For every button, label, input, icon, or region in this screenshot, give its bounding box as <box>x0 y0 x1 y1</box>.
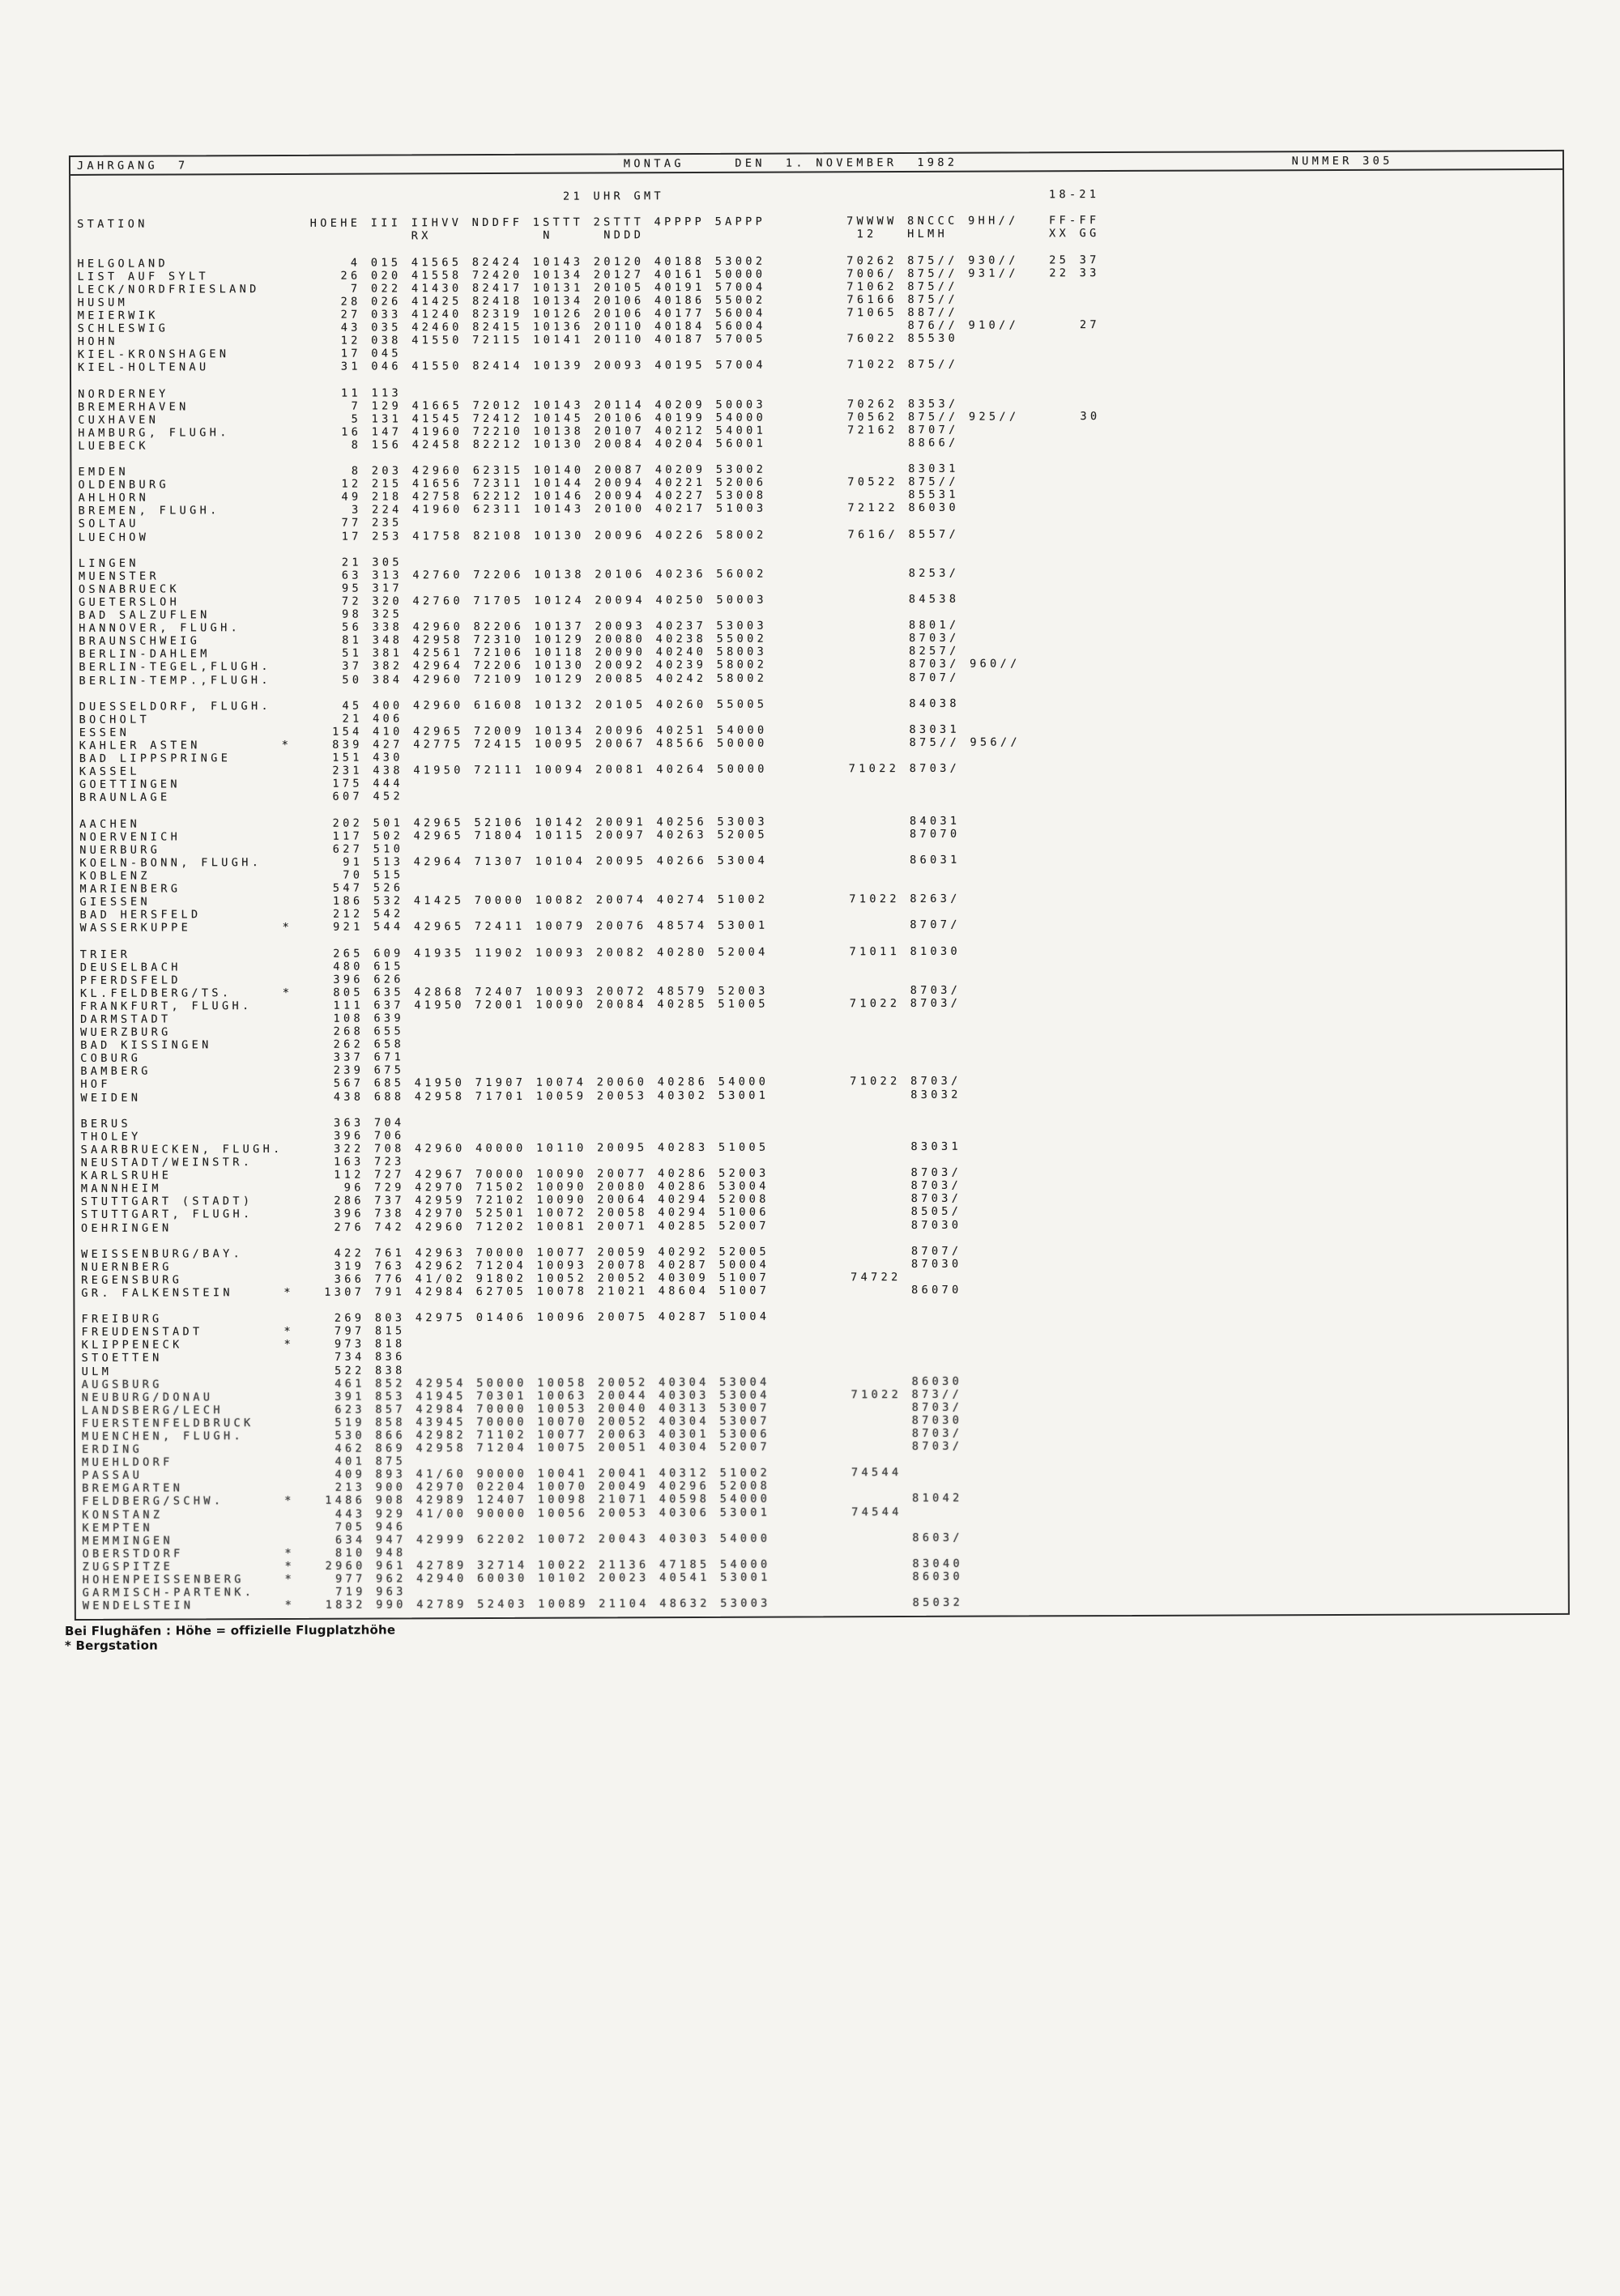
table-line: OEHRINGEN 276 742 42960 71202 10081 20071 40285 52007 87030 <box>81 1218 972 1235</box>
table-line: BREMERHAVEN 7 129 41665 72012 10143 20114 40209 50003 70262 8353/ <box>78 397 969 414</box>
table-line: KARLSRUHE 112 727 42967 70000 10090 20077 40286 52003 8703/ <box>80 1165 972 1183</box>
table-line: AACHEN 202 501 42965 52106 10142 20091 40256 53003 84031 <box>79 814 970 831</box>
table-line: MEMMINGEN 634 947 42999 62202 10072 20043 40303 54000 8603/ <box>82 1531 974 1548</box>
table-line: KAHLER ASTEN * 839 427 42775 72415 10095 20067 48566 50000 875// 956// <box>79 735 1021 752</box>
table-line: SAARBRUECKEN, FLUGH. 322 708 42960 40000 10110 20095 40283 51005 83031 <box>80 1139 972 1157</box>
table-line: MUENCHEN, FLUGH. 530 866 42982 71102 10077 20063 40301 53006 8703/ <box>81 1426 973 1443</box>
table-line: REGENSBURG 366 776 41/02 91802 10052 20052 40309 51007 74722 <box>81 1270 973 1287</box>
table-line: BAD SALZUFLEN 98 325 <box>79 607 403 623</box>
table-line: WUERZBURG 268 655 <box>80 1024 405 1040</box>
table-line: FRANKFURT, FLUGH. 111 637 41950 72001 10090 20084 40285 51005 71022 8703/ <box>79 996 971 1013</box>
table-line: AHLHORN 49 218 42758 62212 10146 20094 40227 53008 85531 <box>78 488 970 505</box>
table-line: BRAUNSCHWEIG 81 348 42958 72310 10129 20080 40238 55002 8703/ <box>79 631 970 649</box>
table-line: COBURG 337 671 <box>80 1050 405 1066</box>
table-line: KIEL-KRONSHAGEN 17 045 <box>77 347 402 362</box>
table-line: WEISSENBURG/BAY. 422 761 42963 70000 10077 20059 40292 52005 8707/ <box>81 1244 972 1261</box>
table-line: STUTTGART (STADT) 286 737 42959 72102 10090 20064 40294 52008 8703/ <box>80 1192 972 1209</box>
table-line: KLIPPENECK * 973 818 <box>81 1337 406 1352</box>
table-line: WEIDEN 438 688 42958 71701 10059 20053 40302 53001 83032 <box>80 1088 972 1105</box>
table-line: WENDELSTEIN * 1832 990 42789 52403 10089 21104 48632 53003 85032 <box>82 1595 974 1613</box>
table-line: OSNABRUECK 95 317 <box>78 581 403 596</box>
table-line: ULM 522 838 <box>81 1363 406 1378</box>
table-line: BERLIN-TEGEL,FLUGH. 37 382 42964 72206 10130 20092 40239 58002 8703/ 960// <box>79 657 1021 675</box>
table-line: GR. FALKENSTEIN * 1307 791 42984 62705 10078 21021 48604 51007 86070 <box>81 1283 973 1300</box>
table-line: FELDBERG/SCHW. * 1486 908 42989 12407 10098 21071 40598 54000 81042 <box>82 1492 974 1509</box>
table-line: ESSEN 154 410 42965 72009 10134 20096 40251 54000 83031 <box>79 722 970 739</box>
table-line: NUERNBERG 319 763 42962 71204 10093 20078 40287 50004 87030 <box>81 1257 973 1274</box>
table-line: AUGSBURG 461 852 42954 50000 10058 20052 40304 53004 86030 <box>81 1374 973 1391</box>
table-line: TRIER 265 609 41935 11902 10093 20082 40280 52004 71011 81030 <box>79 944 971 961</box>
table-line: MARIENBERG 547 526 <box>79 881 404 896</box>
table-line: DUESSELDORF, FLUGH. 45 400 42960 61608 10132 20105 40260 55005 84038 <box>79 696 970 714</box>
table-line: STATION HOEHE III IIHVV NDDFF 1STTT 2STTT 4PPPP 5APPP 7WWWW 8NCCC 9HH// FF-FF <box>77 214 1100 232</box>
bulletin-table-box <box>69 150 1570 1621</box>
footnote-airport-heights: Bei Flughäfen : Höhe = offizielle Flugplatzhöhe <box>64 1622 396 1639</box>
table-line: KASSEL 231 438 41950 72111 10094 20081 40264 50000 71022 8703/ <box>79 761 970 779</box>
table-line: MUENSTER 63 313 42760 72206 10138 20106 40236 56002 8253/ <box>78 566 970 583</box>
table-line: PASSAU 409 893 41/60 90000 10041 20041 40312 51002 74544 <box>82 1465 974 1483</box>
table-line: HELGOLAND 4 015 41565 82424 10143 20120 40188 53002 70262 875// 930// 25 37 <box>77 253 1100 270</box>
table-line: DEUSELBACH 480 615 <box>79 960 404 974</box>
table-line: MANNHEIM 96 729 42970 71502 10090 20080 40286 53004 8703/ <box>80 1178 972 1196</box>
table-line: BAD LIPPSPRINGE 151 430 <box>79 751 403 766</box>
table-line: FUERSTENFELDBRUCK 519 858 43945 70000 10070 20052 40304 53007 87030 <box>81 1413 973 1430</box>
table-line: NUERBURG 627 510 <box>79 842 404 857</box>
table-line: GOETTINGEN 175 444 <box>79 777 403 792</box>
table-line: BREMGARTEN 213 900 42970 02204 10070 20049 40296 52008 <box>82 1480 771 1496</box>
table-line: FREUDENSTADT * 797 815 <box>81 1324 406 1340</box>
table-line: PFERDSFELD 396 626 <box>79 973 404 987</box>
table-line: NEUBURG/DONAU 391 853 41945 70301 10063 20044 40303 53004 71022 873// <box>81 1387 973 1404</box>
table-line: BAD HERSFELD 212 542 <box>79 907 404 922</box>
station-table-lines <box>70 170 1568 1619</box>
table-line: BOCHOLT 21 406 <box>79 712 403 726</box>
table-line: ZUGSPITZE * 2960 961 42789 32714 10022 21136 47185 54000 83040 <box>82 1557 974 1574</box>
footnote-bergstation: * Bergstation <box>64 1638 158 1654</box>
table-line: 21 UHR GMT 18-21 <box>77 188 1100 206</box>
table-line: BERUS 363 704 <box>80 1116 405 1131</box>
table-line: HAMBURG, FLUGH. 16 147 41960 72210 10138 20107 40212 54001 72162 8707/ <box>78 423 970 440</box>
table-line: DARMSTADT 108 639 <box>80 1012 405 1026</box>
table-line: KONSTANZ 443 929 41/00 90000 10056 20053 40306 53001 74544 <box>82 1505 974 1522</box>
table-line: HANNOVER, FLUGH. 56 338 42960 82206 10137 20093 40237 53003 8801/ <box>79 618 970 636</box>
table-line: HUSUM 28 026 41425 82418 10134 20106 40186 55002 76166 875// <box>77 292 969 309</box>
table-line: HOHENPEISSENBERG * 977 962 42940 60030 10102 20023 40541 53001 86030 <box>82 1570 974 1587</box>
table-line: MUEHLDORF 401 875 <box>82 1455 407 1470</box>
table-line: RX N NDDD 12 HLMH XX GG <box>77 227 1100 245</box>
table-line: LIST AUF SYLT 26 020 41558 72420 10134 20127 40161 50000 7006/ 875// 931// 22 33 <box>77 266 1100 283</box>
table-line: BERLIN-TEMP.,FLUGH. 50 384 42960 72109 10129 20085 40242 58002 8707/ <box>79 671 970 688</box>
table-line: BAD KISSINGEN 262 658 <box>80 1037 405 1053</box>
table-line: KIEL-HOLTENAU 31 046 41550 82414 10139 20093 40195 57004 71022 875// <box>77 358 969 375</box>
table-line: LUECHOW 17 253 41758 82108 10130 20096 40226 58002 7616/ 8557/ <box>78 527 970 544</box>
table-line: LANDSBERG/LECH 623 857 42984 70000 10053 20040 40313 53007 8703/ <box>81 1400 973 1417</box>
table-line: MEIERWIK 27 033 41240 82319 10126 20106 40177 56004 71065 887// <box>77 305 969 322</box>
table-line: KL.FELDBERG/TS. * 805 635 42868 72407 10093 20072 48579 52003 8703/ <box>79 983 971 1000</box>
footnotes <box>65 1622 395 1653</box>
table-line: STOETTEN 734 836 <box>81 1350 406 1365</box>
table-line: SCHLESWIG 43 035 42460 82415 10136 20110 40184 56004 876// 910// 27 <box>77 318 1101 335</box>
table-line: KOELN-BONN, FLUGH. 91 513 42964 71307 10104 20095 40266 53004 86031 <box>79 853 971 870</box>
table-line: CUXHAVEN 5 131 41545 72412 10145 20106 40199 54000 70562 875// 925// 30 <box>78 409 1101 427</box>
table-line: KEMPTEN 705 946 <box>82 1520 407 1535</box>
table-line: BERLIN-DAHLEM 51 381 42561 72106 10118 20090 40240 58003 8257/ <box>79 645 970 662</box>
table-line: LUEBECK 8 156 42458 82212 10130 20084 40204 56001 8866/ <box>78 436 970 453</box>
table-line: HOHN 12 038 41550 72115 10141 20110 40187 57005 76022 85530 <box>77 331 969 349</box>
table-line: BAMBERG 239 675 <box>80 1063 405 1079</box>
table-line: LINGEN 21 305 <box>78 556 403 570</box>
table-line: GARMISCH-PARTENK. 719 963 <box>82 1585 407 1600</box>
table-line: LECK/NORDFRIESLAND 7 022 41430 82417 10131 20105 40191 57004 71062 875// <box>77 279 969 296</box>
table-line: BREMEN, FLUGH. 3 224 41960 62311 10143 20100 40217 51003 72122 86030 <box>78 501 970 518</box>
table-line: STUTTGART, FLUGH. 396 738 42970 52501 10072 20058 40294 51006 8505/ <box>80 1205 972 1222</box>
table-line: THOLEY 396 706 <box>80 1129 405 1144</box>
table-line: HOF 567 685 41950 71907 10074 20060 40286 54000 71022 8703/ <box>80 1075 972 1092</box>
table-line: NEUSTADT/WEINSTR. 163 723 <box>80 1155 405 1169</box>
table-line: ERDING 462 869 42958 71204 10075 20051 40304 52007 8703/ <box>82 1439 973 1457</box>
table-line: GUETERSLOH 72 320 42760 71705 10124 20094 40250 50003 84538 <box>79 592 970 609</box>
table-line: FREIBURG 269 803 42975 01406 10096 20075 40287 51004 <box>81 1310 770 1327</box>
bulletin-header-line: JAHRGANG 7 MONTAG DEN 1. NOVEMBER 1982 NUMMER 305 <box>70 151 1562 176</box>
table-line: NOERVENICH 117 502 42965 71804 10115 20097 40263 52005 87070 <box>79 827 971 844</box>
table-line: KOBLENZ 70 515 <box>79 868 404 883</box>
table-line: SOLTAU 77 235 <box>78 516 403 531</box>
table-line: NORDERNEY 11 113 <box>78 386 403 401</box>
table-line: OLDENBURG 12 215 41656 72311 10144 20094 40221 52006 70522 875// <box>78 475 970 492</box>
table-line: EMDEN 8 203 42960 62315 10140 20087 40209 53002 83031 <box>78 462 970 479</box>
table-line: BRAUNLAGE 607 452 <box>79 790 403 805</box>
table-line: OBERSTDORF * 810 948 <box>82 1546 407 1561</box>
table-line: GIESSEN 186 532 41425 70000 10082 20074 40274 51002 71022 8263/ <box>79 892 971 909</box>
table-line: WASSERKUPPE * 921 544 42965 72411 10079 20076 48574 53001 8707/ <box>79 918 971 935</box>
